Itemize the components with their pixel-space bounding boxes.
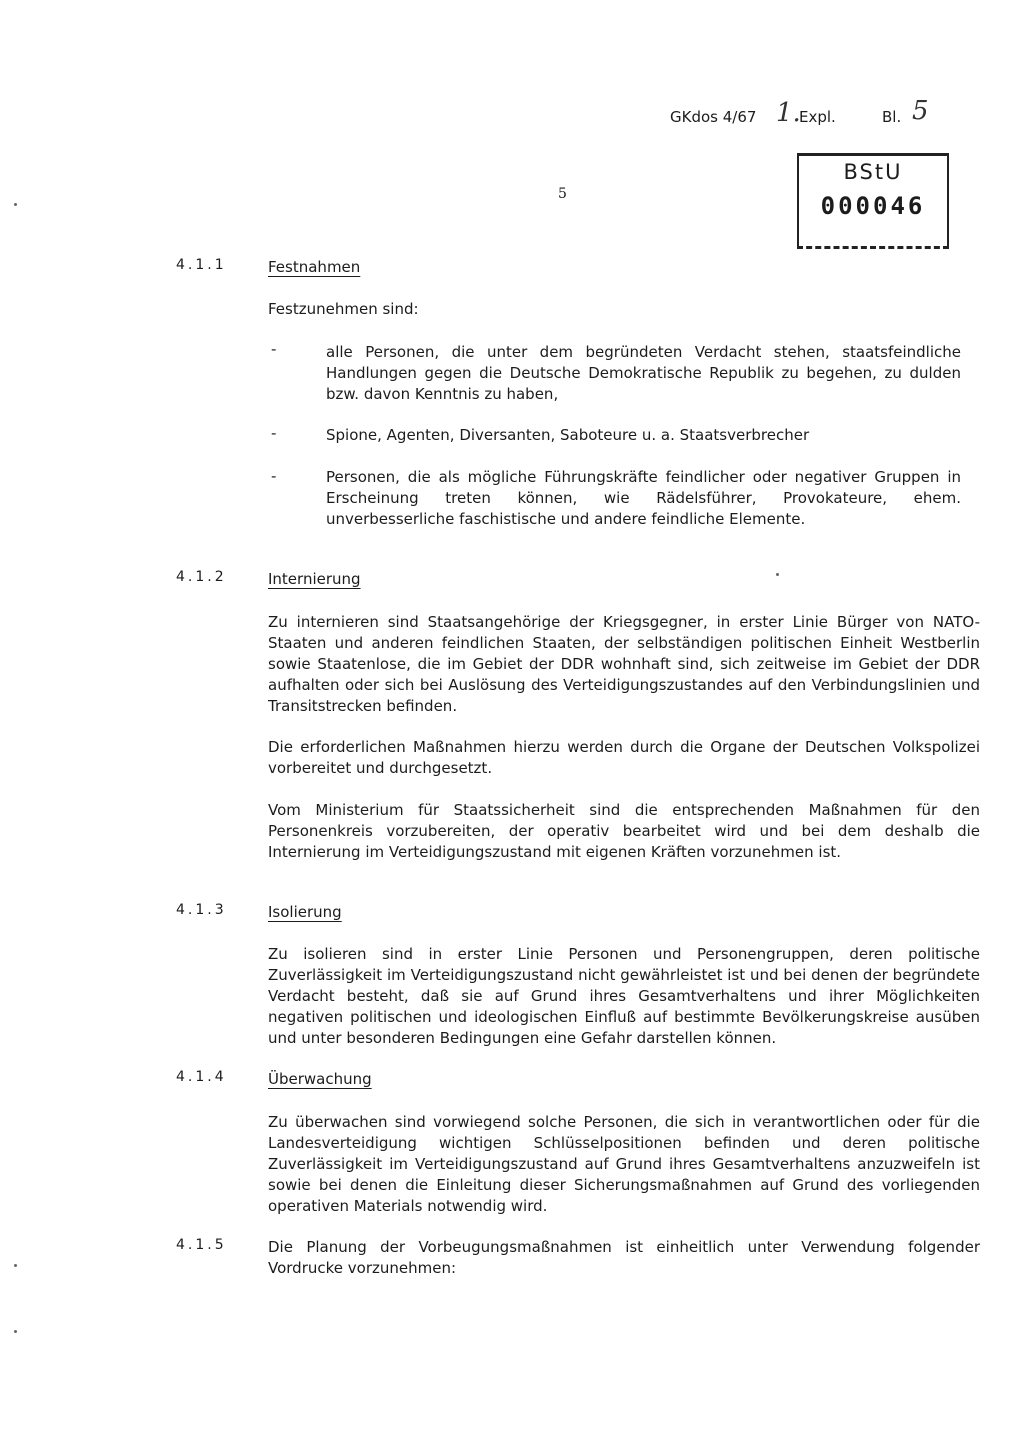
sheet-label: Bl.	[882, 108, 902, 126]
section-title: Festnahmen	[268, 258, 361, 276]
document-reference: GKdos 4/67	[670, 108, 757, 126]
archive-stamp	[797, 153, 949, 249]
list-item: alle Personen, die unter dem begründeten Verdacht stehen, staatsfeindliche Handlungen gegen die Deutsche Demokratische Republik zu begehen, zu dulden bzw. davon Kenntnis zu haben,	[326, 343, 961, 403]
paragraph: Die erforderlichen Maßnahmen hierzu werden durch die Organe der Deutschen Volkspolizei vorbereitet und durchgesetzt.	[268, 738, 980, 777]
section-title: Isolierung	[268, 903, 342, 921]
list-item: Personen, die als mögliche Führungskräfte feindlicher oder negativer Gruppen in Erscheinung treten können, wie Rädelsführer, Provokateure, ehem. unverbesserliche faschistische und andere feindliche Elemente.	[326, 468, 961, 528]
stamp-registration-number: 000046	[820, 192, 926, 220]
paragraph: Vom Ministerium für Staatssicherheit sind die entsprechenden Maßnahmen für den Personenkreis vorzubereiten, der operativ bearbeitet wird und bei dem deshalb die Internierung im Verteidigungszustand mit eigenen Kräften vorzunehmen ist.	[268, 801, 980, 861]
section-number: 4.1.3	[176, 902, 227, 918]
scan-speck	[14, 203, 17, 206]
paragraph: Die Planung der Vorbeugungsmaßnahmen ist einheitlich unter Verwendung folgender Vordrucke vorzunehmen:	[268, 1238, 980, 1277]
list-dash: -	[271, 424, 277, 442]
section-intro: Festzunehmen sind:	[268, 300, 419, 318]
section-title: Überwachung	[268, 1070, 372, 1088]
stamp-org: BStU	[843, 160, 903, 184]
scan-speck	[14, 1264, 17, 1267]
scan-speck	[776, 573, 779, 576]
paragraph: Zu überwachen sind vorwiegend solche Personen, die sich in verantwortlichen oder für die Landesverteidigung wichtigen Schlüsselpositionen befinden und deren politische Zuverlässigkeit im Verteidigungszustand auf Grund ihres Gesamtverhaltens anzuzweifeln ist sowie bei denen die Einleitung dieser Sicherungsmaßnahmen auf Grund des vorliegenden operativen Materials notwendig wird.	[268, 1113, 980, 1215]
list-dash: -	[271, 340, 277, 358]
list-dash: -	[271, 467, 277, 485]
copy-number-handwritten: 1.	[776, 98, 801, 128]
section-number: 4.1.5	[176, 1237, 227, 1253]
page-number: 5	[558, 186, 567, 202]
paragraph: Zu internieren sind Staatsangehörige der Kriegsgegner, in erster Linie Bürger von NATO-Staaten und anderen feindlichen Staaten, der selbständigen politischen Einheit Westberlin sowie Staatenlose, die im Gebiet der DDR wohnhaft sind, sich zeitweise im Gebiet der DDR aufhalten oder sich bei Auslösung des Verteidigungszustandes auf den Verbindungslinien und Transitstrecken befinden.	[268, 613, 980, 715]
section-number: 4.1.1	[176, 257, 227, 273]
paragraph: Zu isolieren sind in erster Linie Personen und Personengruppen, deren politische Zuverlässigkeit im Verteidigungszustand nicht gewährleistet ist und bei denen der begründete Verdacht besteht, daß sie auf Grund ihres Gesamtverhaltens und ihrer Möglichkeiten negativen politischen und ideologischen Einfluß auf bestimmte Bevölkerungskreise ausüben und unter besonderen Bedingungen eine Gefahr darstellen können.	[268, 945, 980, 1047]
section-number: 4.1.2	[176, 569, 227, 585]
list-item: Spione, Agenten, Diversanten, Saboteure u. a. Staatsverbrecher	[326, 426, 810, 444]
section-title: Internierung	[268, 570, 361, 588]
scan-speck	[14, 1330, 17, 1333]
copy-label: Expl.	[799, 108, 836, 126]
sheet-number-handwritten: 5	[912, 96, 929, 126]
section-number: 4.1.4	[176, 1069, 227, 1085]
